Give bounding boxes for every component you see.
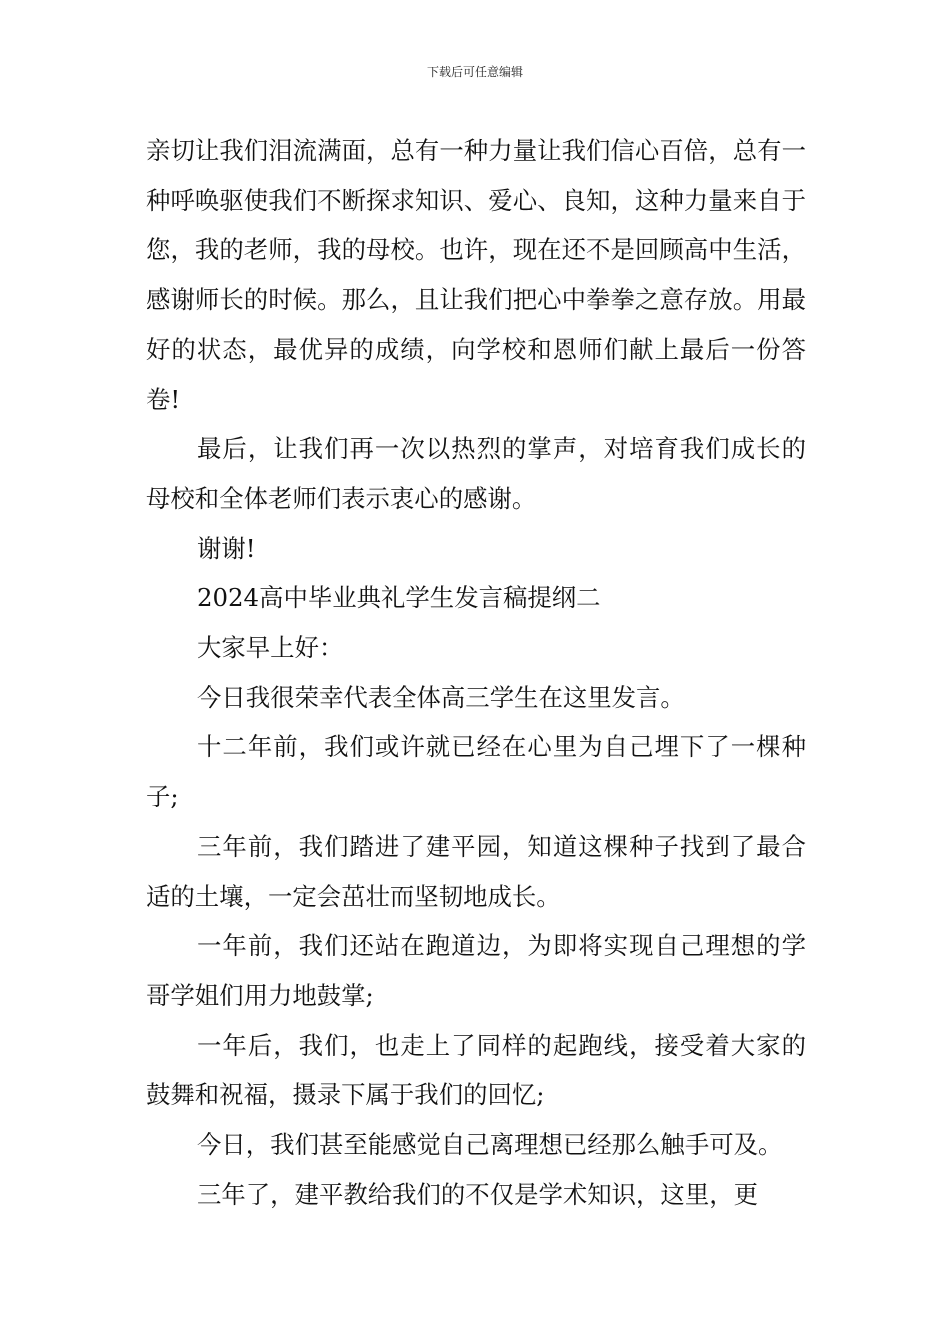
paragraph-greeting: 大家早上好： (197, 633, 344, 663)
paragraph: 一年后，我们，也走上了同样的起跑线，接受着大家的鼓舞和祝福，摄录下属于我们的回忆; (146, 1030, 806, 1110)
paragraph: 十二年前，我们或许就已经在心里为自己埋下了一棵种子; (146, 732, 806, 812)
paragraph-thanks: 谢谢! (197, 533, 256, 563)
paragraph: 一年前，我们还站在跑道边，为即将实现自己理想的学哥学姐们用力地鼓掌; (146, 931, 806, 1010)
paragraph: 三年前，我们踏进了建平园，知道这棵种子找到了最合适的土壤，一定会茁壮而坚韧地成长。 (146, 831, 806, 911)
section-title: 2024高中毕业典礼学生发言稿提纲二 (197, 583, 601, 613)
paragraph: 今日我很荣幸代表全体高三学生在这里发言。 (197, 682, 685, 712)
document-body (146, 126, 806, 1219)
paragraph-continues: 三年了，建平教给我们的不仅是学术知识，这里，更 (197, 1179, 758, 1209)
paragraph-closing: 最后，让我们再一次以热烈的掌声，对培育我们成长的母校和全体老师们表示衷心的感谢。 (146, 434, 806, 513)
paragraph-continued: 亲切让我们泪流满面，总有一种力量让我们信心百倍，总有一种呼唤驱使我们不断探求知识、爱心、良知，这种力量来自于您，我的老师，我的母校。也许，现在还不是回顾高中生活，感谢师长的时候。那么，且让我们把心中拳拳之意存放。用最好的状态，最优异的成绩，向学校和恩师们献上最后一份答卷! (146, 136, 806, 414)
paragraph: 今日，我们甚至能感觉自己离理想已经那么触手可及。 (197, 1130, 783, 1160)
page-header: 下载后可任意编辑 (426, 65, 523, 79)
